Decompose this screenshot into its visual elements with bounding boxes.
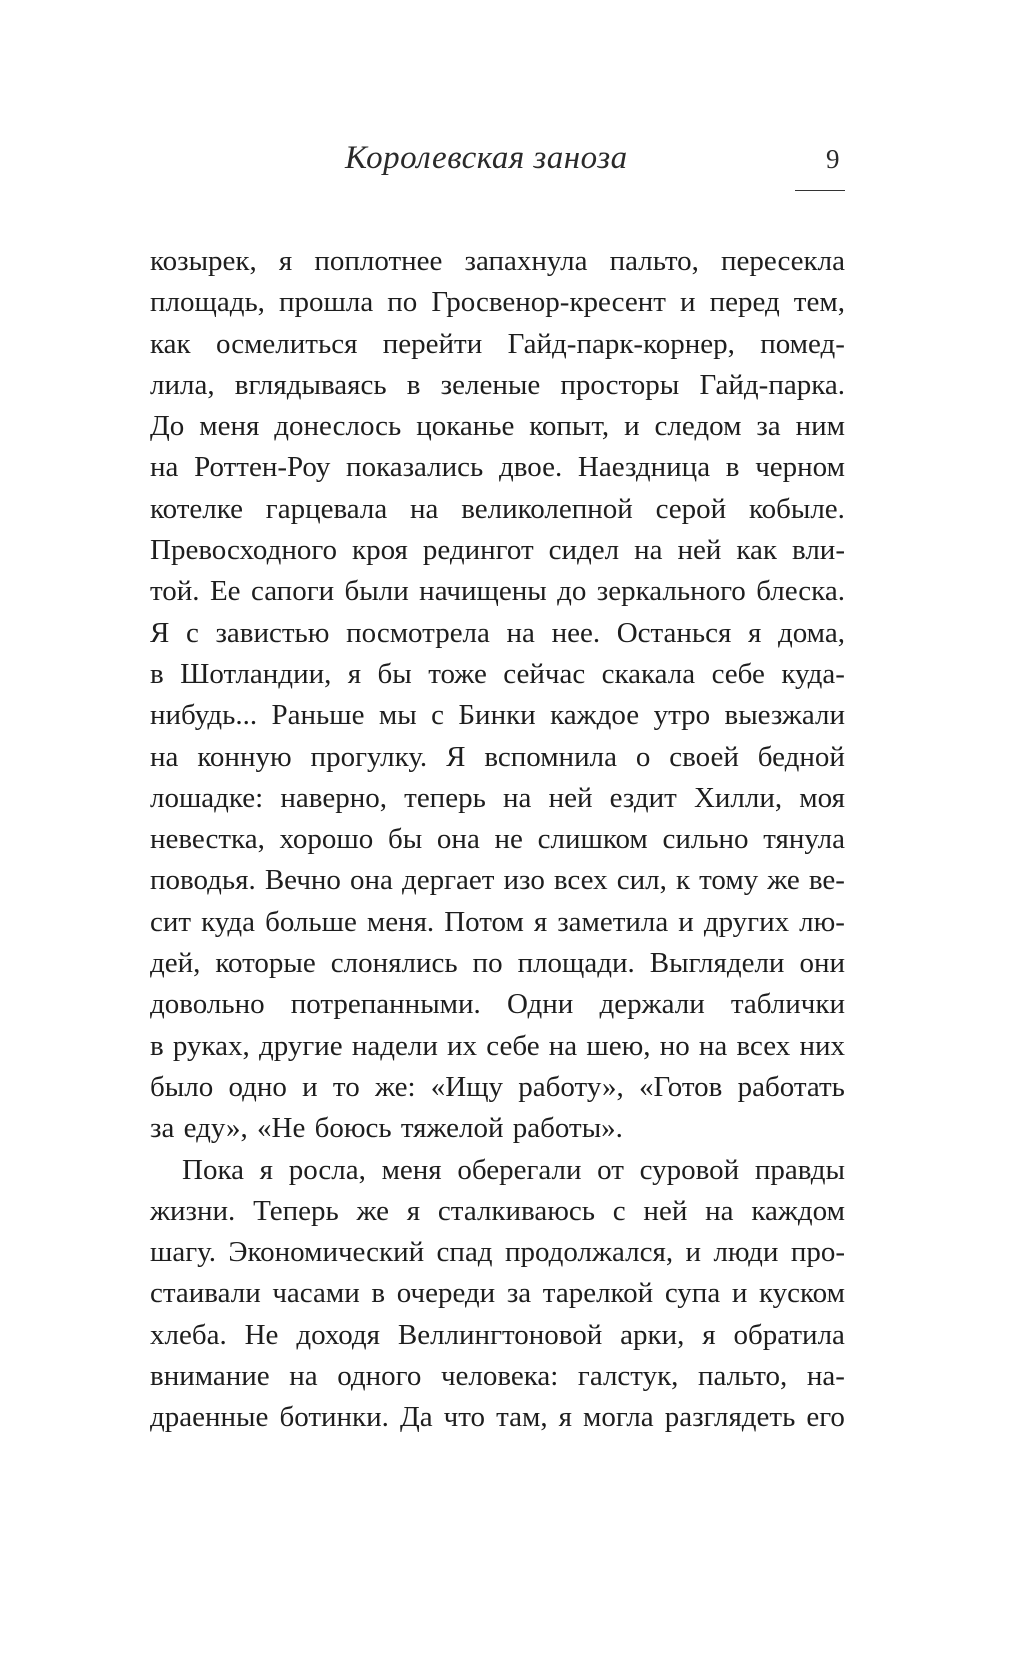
- text-body: [150, 241, 845, 1439]
- text-line: внимание на одного человека: галстук, пальто, на-: [150, 1360, 845, 1393]
- text-line: поводья. Вечно она дергает изо всех сил, к тому же ве-: [150, 864, 845, 897]
- text-line: на Роттен-Роу показались двое. Наездница в черном: [150, 451, 845, 484]
- text-line: До меня донеслось цоканье копыт, и следом за ним: [150, 410, 845, 443]
- text-line: за еду», «Не боюсь тяжелой работы».: [150, 1112, 623, 1145]
- text-line: драенные ботинки. Да что там, я могла разглядеть его: [150, 1401, 845, 1434]
- text-line: как осмелиться перейти Гайд-парк-корнер, помед-: [150, 327, 845, 360]
- text-line: в руках, другие надели их себе на шею, но на всех них: [150, 1029, 845, 1062]
- text-line: было одно и то же: «Ищу работу», «Готов работать: [150, 1070, 845, 1103]
- page-number: 9: [826, 144, 840, 174]
- header-rule: [795, 190, 845, 191]
- text-line: шагу. Экономический спад продолжался, и люди про-: [150, 1236, 845, 1269]
- text-line: хлеба. Не доходя Веллингтоновой арки, я обратила: [150, 1318, 845, 1351]
- text-line: той. Ее сапоги были начищены до зеркального блеска.: [150, 575, 845, 608]
- running-title: Королевская заноза: [345, 140, 628, 176]
- text-line: стаивали часами в очереди за тарелкой супа и куском: [150, 1277, 845, 1310]
- text-line: котелке гарцевала на великолепной серой кобыле.: [150, 492, 845, 525]
- text-line: нибудь... Раньше мы с Бинки каждое утро выезжали: [150, 699, 845, 732]
- text-line: жизни. Теперь же я сталкиваюсь с ней на каждом: [150, 1194, 845, 1227]
- text-line: невестка, хорошо бы она не слишком сильно тянула: [150, 823, 845, 856]
- text-line: лошадке: наверно, теперь на ней ездит Хилли, моя: [150, 781, 845, 814]
- text-line: в Шотландии, я бы тоже сейчас скакала себе куда-: [150, 657, 845, 690]
- text-line: на конную прогулку. Я вспомнила о своей бедной: [150, 740, 845, 773]
- running-header: [0, 140, 1024, 190]
- text-line: довольно потрепанными. Одни держали таблички: [150, 988, 845, 1021]
- text-line: Я с завистью посмотрела на нее. Останься я дома,: [150, 616, 845, 649]
- text-line: площадь, прошла по Гросвенор-кресент и перед тем,: [150, 286, 845, 319]
- text-line: лила, вглядываясь в зеленые просторы Гайд-парка.: [150, 368, 845, 401]
- text-line: козырек, я поплотнее запахнула пальто, пересекла: [150, 245, 845, 277]
- text-line: Превосходного кроя редингот сидел на ней как вли-: [150, 534, 845, 567]
- text-line: сит куда больше меня. Потом я заметила и других лю-: [150, 905, 845, 938]
- text-line: Пока я росла, меня оберегали от суровой правды: [182, 1153, 845, 1186]
- text-line: дей, которые слонялись по площади. Выглядели они: [150, 947, 845, 980]
